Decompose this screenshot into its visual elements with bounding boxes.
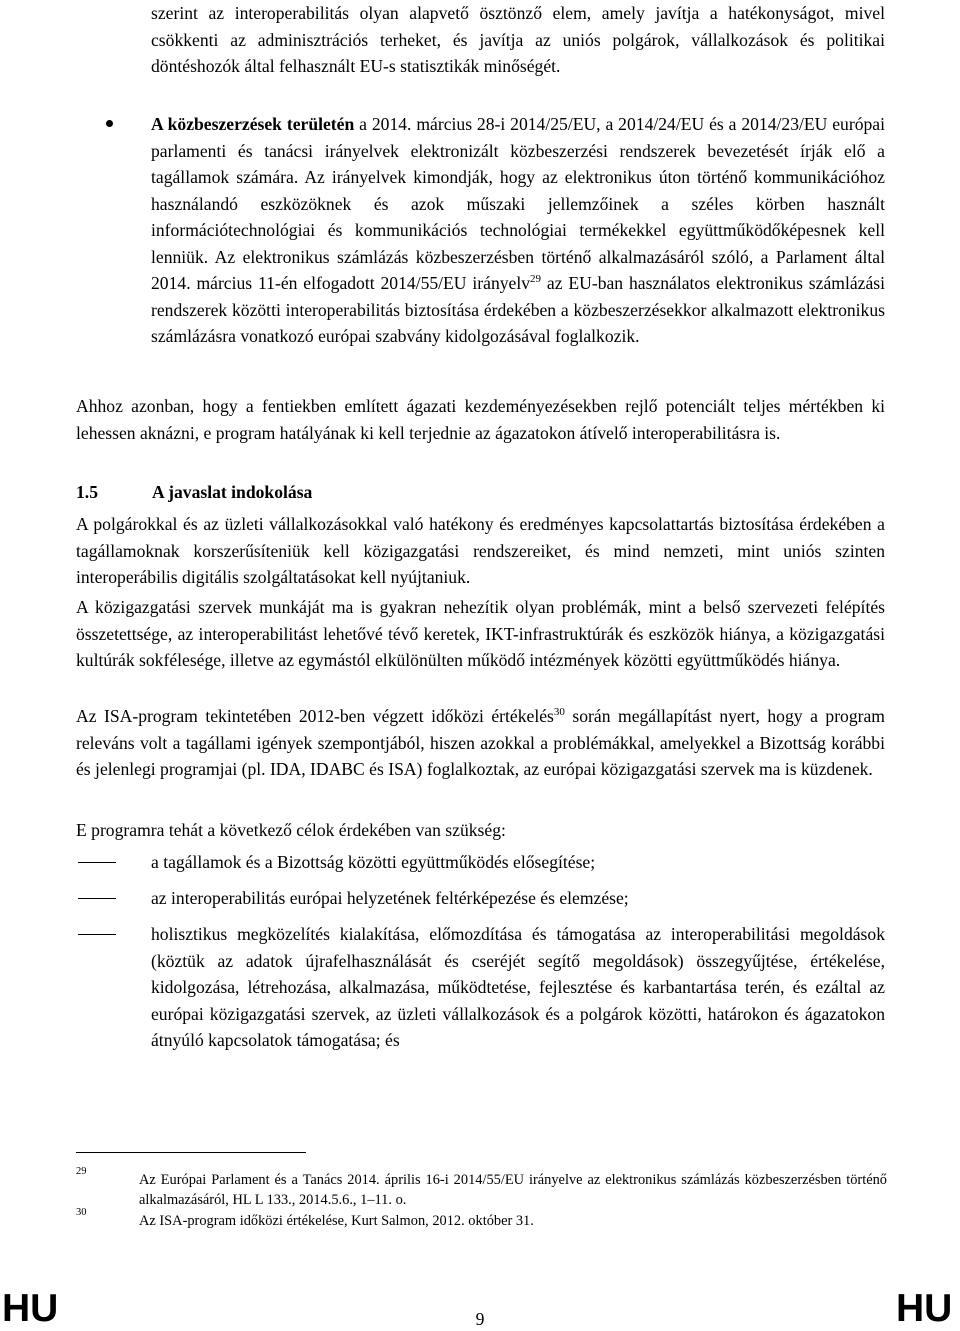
dash-marker-icon bbox=[78, 862, 116, 863]
footnote-separator bbox=[76, 1152, 306, 1153]
section-title: A javaslat indokolása bbox=[152, 482, 313, 502]
footnote-reference[interactable]: 30 bbox=[553, 706, 565, 718]
paragraph-isa bbox=[76, 703, 885, 783]
dash-marker-icon bbox=[78, 934, 116, 935]
bullet-body-text: a 2014. március 28-i 2014/25/EU, a 2014/24/EU és a 2014/23/EU európai parlamenti és tanácsi irányelvek elektronizált közbeszerzési rendszerek bevezetését írják elő a tagállamok számára. Az irányelvek kimondják, hogy az elektronikus úton történő kommunikációhoz használandó eszközöknek és azok műszaki jellemzőinek a széles körben használt információtechnológiai és kommunikációs technológiai termékekkel együttműködőképesnek kell lenniük. Az elektronikus számlázás közbeszerzésben történő alkalmazásáról szóló, a Parlament által 2014. március 11-én elfogadott 2014/55/EU irányelv bbox=[151, 114, 885, 293]
footnote-reference[interactable]: 29 bbox=[530, 273, 542, 285]
list-item: az interoperabilitás európai helyzetének feltérképezése és elemzése; bbox=[151, 888, 629, 908]
footnote-text: Az ISA-program időközi értékelése, Kurt Salmon, 2012. október 31. bbox=[139, 1213, 534, 1229]
section-heading bbox=[76, 479, 312, 505]
bullet-marker-icon bbox=[106, 120, 113, 127]
page-number: 9 bbox=[475, 1309, 485, 1329]
paragraph-polgarokkal: A polgárokkal és az üzleti vállalkozásokkal való hatékony és eredményes kapcsolattartás biztosítása érdekében a tagállamoknak korszerűsíteniük kell közigazgatási rendszereiket, és mind nemzeti, mint uniós szinten interoperábilis digitális szolgáltatásokat kell nyújtaniuk. bbox=[76, 514, 885, 587]
dash-marker-icon bbox=[78, 898, 116, 899]
footnote-number: 29 bbox=[76, 1166, 87, 1177]
footnote-number: 30 bbox=[76, 1207, 87, 1218]
bullet-item-text: szerint az interoperabilitás olyan alapvető ösztönző elem, amely javítja a hatékonyságot, mivel csökkenti az adminisztrációs terheket, és javítja az uniós polgárok, vállalkozások és politikai döntéshozók által felhasznált EU-s statisztikák minőségét. bbox=[151, 3, 885, 76]
language-code-right: HU bbox=[896, 1287, 953, 1330]
paragraph-ahhoz: Ahhoz azonban, hogy a fentiekben említett ágazati kezdeményezésekben rejlő potenciált teljes mértékben ki lehessen aknázni, e program hatályának ki kell terjednie az ágazatokon átívelő interoperabilitásra is. bbox=[76, 396, 885, 443]
language-code-left: HU bbox=[2, 1287, 59, 1330]
paragraph-text: Az ISA-program tekintetében 2012-ben végzett időközi értékelés bbox=[76, 706, 554, 726]
paragraph-eprogramra: E programra tehát a következő célok érdekében van szükség: bbox=[76, 820, 506, 840]
paragraph-kozigazgatasi: A közigazgatási szervek munkáját ma is gyakran nehezítik olyan problémák, mint a belső szervezeti felépítés összetettsége, az interoperabilitást lehetővé tévő keretek, IKT-infrastruktúrák és eszközök hiánya, a közigazgatási kultúrák sokfélesége, illetve az egymástól elkülönülten működő intézmények közötti együttműködés hiánya. bbox=[76, 597, 885, 670]
list-item: a tagállamok és a Bizottság közötti együttműködés elősegítése; bbox=[151, 852, 596, 872]
section-number: 1.5 bbox=[76, 482, 98, 502]
bullet-lead-text: A közbeszerzések területén bbox=[151, 114, 355, 134]
paragraph-text: során megállapítást nyert, hogy a program releváns volt a tagállami igények szempontjából, hiszen azokkal a problémákkal, amelyekkel a Bizottság korábbi és jelenlegi programjai (pl. IDA, IDABC és ISA) foglalkoztak, az európai közigazgatási szervek ma is küzdenek. bbox=[76, 706, 885, 779]
bullet-item-procurement bbox=[151, 111, 885, 350]
bullet-body-text: az EU-ban használatos elektronikus számlázási rendszerek közötti interoperabilitás biztosítása érdekében a közbeszerzésekkor alkalmazott elektronikus számlázásra vonatkozó európai szabvány kidolgozásával foglalkozik. bbox=[151, 273, 885, 346]
footnote-text: Az Európai Parlament és a Tanács 2014. április 16-i 2014/55/EU irányelve az elektronikus számlázás közbeszerzésben történő alkalmazásáról, HL L 133., 2014.5.6., 1–11. o. bbox=[139, 1172, 887, 1208]
list-item: holisztikus megközelítés kialakítása, előmozdítása és támogatása az interoperabilitási megoldások (köztük az adatok újrafelhasználását és cseréjét segítő megoldások) összegyűjtése, értékelése, kidolgozása, létrehozása, alkalmazása, működtetése, fejlesztése és karbantartása terén, és ezáltal az európai közigazgatási szervek, az üzleti vállalkozások és a polgárok közötti, határokon és ágazatokon átnyúló kapcsolatok támogatása; és bbox=[151, 924, 885, 1050]
